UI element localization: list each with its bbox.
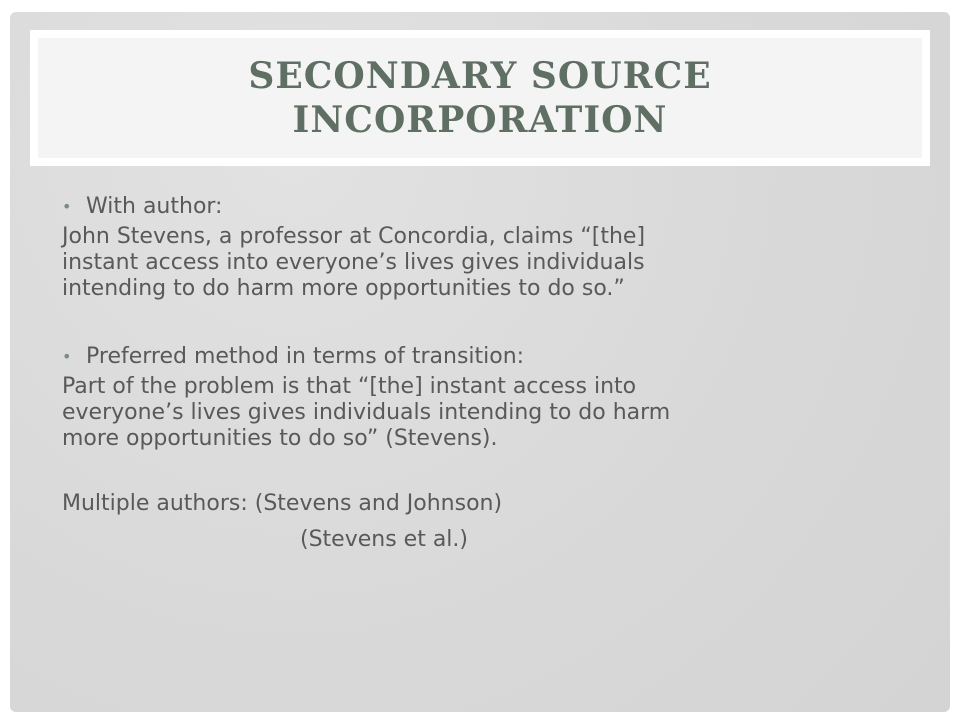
bullet-item-preferred-method: [62, 342, 922, 372]
et-al-line: (Stevens et al.): [300, 527, 468, 552]
bullet-item-with-author: [62, 192, 922, 222]
bullet-icon: •: [62, 197, 72, 216]
bullet-label: With author:: [86, 194, 223, 219]
slide-content: [62, 192, 922, 556]
slide-title-line-2: INCORPORATION: [292, 99, 668, 141]
paragraph-line: Part of the problem is that “[the] instant access into: [62, 374, 637, 399]
quote-paragraph-1: [62, 224, 922, 302]
multiple-authors-line: Multiple authors: (Stevens and Johnson): [62, 491, 503, 516]
bullet-icon: •: [62, 347, 72, 366]
paragraph-line: intending to do harm more opportunities to do so.”: [62, 276, 625, 301]
paragraph-line: more opportunities to do so” (Stevens).: [62, 426, 498, 451]
title-banner: [30, 30, 930, 166]
paragraph-line: everyone’s lives gives individuals intending to do harm: [62, 400, 671, 425]
bullet-label: Preferred method in terms of transition:: [86, 344, 525, 369]
paragraph-line: instant access into everyone’s lives gives individuals: [62, 250, 645, 275]
slide: [10, 12, 950, 712]
slide-title-line-1: SECONDARY SOURCE: [248, 55, 712, 97]
quote-paragraph-2: [62, 374, 922, 452]
paragraph-line: John Stevens, a professor at Concordia, claims “[the]: [62, 224, 646, 249]
